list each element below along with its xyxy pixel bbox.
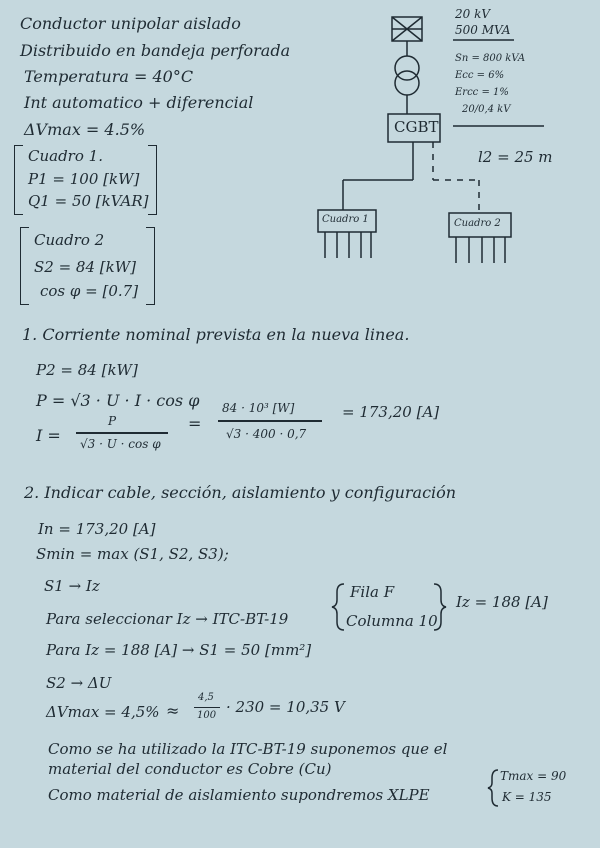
cuadro2-cos: cos φ = [0.7] [40, 282, 139, 300]
section2-conclusion-line2: material del conductor es Cobre (Cu) [48, 760, 332, 778]
section2-s1-iz: S1 → Iz [44, 577, 100, 595]
section1-i-lhs: I = [36, 426, 61, 445]
section2-para-iz: Para Iz = 188 [A] → S1 = 50 [mm²] [46, 641, 312, 659]
spec-conductor: Conductor unipolar aislado [20, 14, 241, 33]
spec-distribution: Distribuido en bandeja perforada [20, 41, 291, 60]
spec-temperature: Temperatura = 40°C [24, 67, 194, 86]
supply-voltage: 20 kV [455, 7, 491, 21]
frac2-numerator: 84 · 10³ [W] [222, 401, 295, 415]
transformer-ecc: Ecc = 6% [455, 70, 505, 81]
pct-numerator: 4,5 [198, 692, 214, 703]
cgbt-label: CGBT [394, 118, 439, 136]
section2-insulation: Como material de aislamiento supondremos XLPE [48, 786, 430, 804]
section1-p2: P2 = 84 [kW] [36, 361, 138, 379]
section2-fila: Fila F [350, 583, 395, 601]
section2-para-seleccionar: Para seleccionar Iz → ITC-BT-19 [46, 610, 289, 628]
transformer-ercc: Ercc = 1% [455, 87, 509, 98]
cuadro2-label: Cuadro 2 [454, 218, 501, 229]
section2-columna: Columna 10 [346, 612, 438, 630]
cuadro2-s2: S2 = 84 [kW] [34, 258, 136, 276]
section2-in: In = 173,20 [A] [38, 520, 156, 538]
section2-iz-result: Iz = 188 [A] [456, 593, 548, 611]
transformer-sn: Sn = 800 kVA [455, 53, 526, 64]
cuadro1-title: Cuadro 1. [28, 147, 103, 165]
section2-s2-du: S2 → ΔU [46, 674, 112, 692]
frac2-denominator: √3 · 400 · 0,7 [226, 427, 307, 441]
cuadro2-title: Cuadro 2 [34, 231, 105, 249]
cuadro1-p1: P1 = 100 [kW] [28, 170, 140, 188]
section2-smin: Smin = max (S1, S2, S3); [36, 545, 229, 563]
line-length-label: l2 = 25 m [478, 148, 553, 166]
spec-voltage-drop: ΔVmax = 4.5% [24, 120, 146, 139]
section2-dv-result: · 230 = 10,35 V [226, 698, 345, 716]
pct-denominator: 100 [197, 710, 217, 721]
section1-formula: P = √3 · U · I · cos φ [36, 391, 200, 410]
frac1-numerator: P [108, 414, 117, 428]
cuadro1-label: Cuadro 1 [322, 214, 369, 225]
section1-heading: 1. Corriente nominal prevista en la nueva linea. [22, 325, 410, 344]
section1-result: = 173,20 [A] [342, 403, 440, 421]
section1-equals: = [188, 414, 202, 433]
section2-heading: 2. Indicar cable, sección, aislamiento y configuración [24, 483, 457, 502]
section2-tmax: Tmax = 90 [500, 769, 567, 783]
frac1-denominator: √3 · U · cos φ [80, 437, 161, 451]
pct-bar [194, 707, 220, 708]
section2-k: K = 135 [502, 790, 552, 804]
supply-power: 500 MVA [455, 23, 511, 37]
section2-approx: ≈ [166, 701, 180, 720]
section2-conclusion-line1: Como se ha utilizado la ITC-BT-19 suponemos que el [48, 740, 448, 758]
transformer-ratio: 20/0,4 kV [462, 104, 511, 115]
cuadro1-q1: Q1 = 50 [kVAR] [28, 192, 149, 210]
section2-dvmax: ΔVmax = 4,5% [46, 703, 160, 721]
spec-protection: Int automatico + diferencial [24, 93, 254, 112]
